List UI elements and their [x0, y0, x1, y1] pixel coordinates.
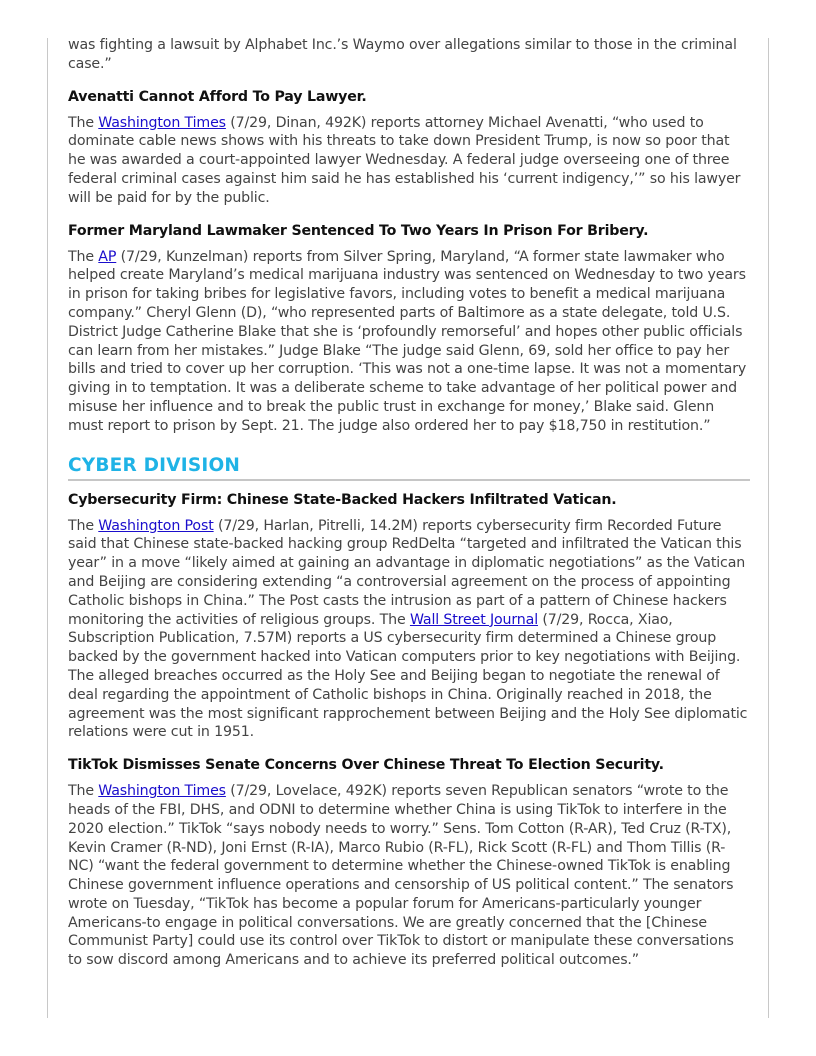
- story-headline: Avenatti Cannot Afford To Pay Lawyer.: [68, 88, 367, 105]
- story-text: (7/29, Rocca, Xiao, Subscription Publication, 7.57M) reports a US cybersecurity firm determined a Chinese group backed by the government hacked into Vatican computers prior to key negotiations with Beijing. The alleged breaches occurred as the Holy See and Beijing began to negotiate the renewal of deal regarding the appointment of Catholic bishops in China. Originally reached in 2018, the agreement was the most significant rapprochement between Beijing and the Holy See diplomatic relations were cut in 1951.: [68, 611, 748, 741]
- source-link-washington-times[interactable]: Washington Times: [98, 114, 226, 131]
- source-link-ap[interactable]: AP: [98, 248, 117, 265]
- story-tiktok: [68, 756, 750, 970]
- story-text: (7/29, Kunzelman) reports from Silver Spring, Maryland, “A former state lawmaker who helped create Maryland’s medical marijuana industry was sentenced on Wednesday to two years in prison for taking bribes for legislative favors, including votes to benefit a medical marijuana company.” Cheryl Glenn (D), “who represented parts of Baltimore as a state delegate, told U.S. District Judge Catherine Blake that she is ‘profoundly remorseful’ and hopes other public officials can learn from her mistakes.” Judge Blake “The judge said Glenn, 69, sold her office to pay her bills and tried to cover up her corruption. ‘This was not a one-time lapse. It was not a momentary giving in to temptation. It was a deliberate scheme to take advantage of her political power and misuse her influence and to break the public trust in exchange for money,’ Blake said. Glenn must report to prison by Sept. 21. The judge also ordered her to pay $18,750 in restitution.”: [68, 248, 747, 434]
- story-body: [68, 248, 750, 436]
- source-link-washington-post[interactable]: Washington Post: [98, 517, 214, 534]
- story-text: The: [68, 114, 99, 131]
- story-text: (7/29, Harlan, Pitrelli, 14.2M) reports cybersecurity firm Recorded Future said that Chinese state-backed hacking group RedDelta “targeted and infiltrated the Vatican this year” in a move “likely aimed at gaining an advantage in diplomatic negotiations” as the Vatican and Beijing are considering extending “a controversial agreement on the process of appointing Catholic bishops in China.” The Post casts the intrusion as part of a pattern of Chinese hackers monitoring the activities of religious groups. The: [68, 517, 746, 628]
- source-link-washington-times[interactable]: Washington Times: [98, 783, 226, 800]
- story-headline: Former Maryland Lawmaker Sentenced To Two Years In Prison For Bribery.: [68, 222, 649, 239]
- source-link-wall-street-journal[interactable]: Wall Street Journal: [409, 611, 538, 628]
- story-vatican-hack: [68, 491, 750, 743]
- story-avenatti: [68, 88, 750, 208]
- story-body: [68, 517, 750, 743]
- story-text: The: [68, 517, 99, 534]
- continued-paragraph: was fighting a lawsuit by Alphabet Inc.’s Waymo over allegations similar to those in the criminal case.”: [68, 37, 737, 72]
- section-heading-cyber-division: CYBER DIVISION: [68, 454, 750, 481]
- story-maryland-lawmaker: [68, 222, 750, 436]
- document-body: [68, 36, 750, 984]
- story-text: The: [68, 783, 99, 800]
- story-body: [68, 782, 750, 970]
- story-text: The: [68, 248, 99, 265]
- story-text: (7/29, Dinan, 492K) reports attorney Michael Avenatti, “who used to dominate cable news shows with his threats to take down President Trump, is now so poor that he was awarded a court-appointed lawyer Wednesday. A federal judge overseeing one of three federal criminal cases against him said he has established his ‘current indigency,’” so his lawyer will be paid for by the public.: [68, 114, 741, 206]
- story-headline: Cybersecurity Firm: Chinese State-Backed Hackers Infiltrated Vatican.: [68, 491, 617, 508]
- story-body: [68, 114, 750, 208]
- story-text: (7/29, Lovelace, 492K) reports seven Republican senators “wrote to the heads of the FBI, DHS, and ODNI to determine whether China is using TikTok to interfere in the 2020 election.” TikTok “says nobody needs to worry.” Sens. Tom Cotton (R-AR), Ted Cruz (R-TX), Kevin Cramer (R-ND), Joni Ernst (R-IA), Marco Rubio (R-FL), Rick Scott (R-FL) and Thom Tillis (R-NC) “want the federal government to determine whether the Chinese-owned TikTok is enabling Chinese government influence operations and censorship of US political content.” The senators wrote on Tuesday, “TikTok has become a popular forum for Americans-particularly younger Americans-to engage in political conversations. We are greatly concerned that the [Chinese Communist Party] could use its control over TikTok to distort or manipulate these conversations to sow discord among Americans and to achieve its preferred political outcomes.”: [68, 783, 734, 969]
- story-headline: TikTok Dismisses Senate Concerns Over Chinese Threat To Election Security.: [68, 757, 664, 774]
